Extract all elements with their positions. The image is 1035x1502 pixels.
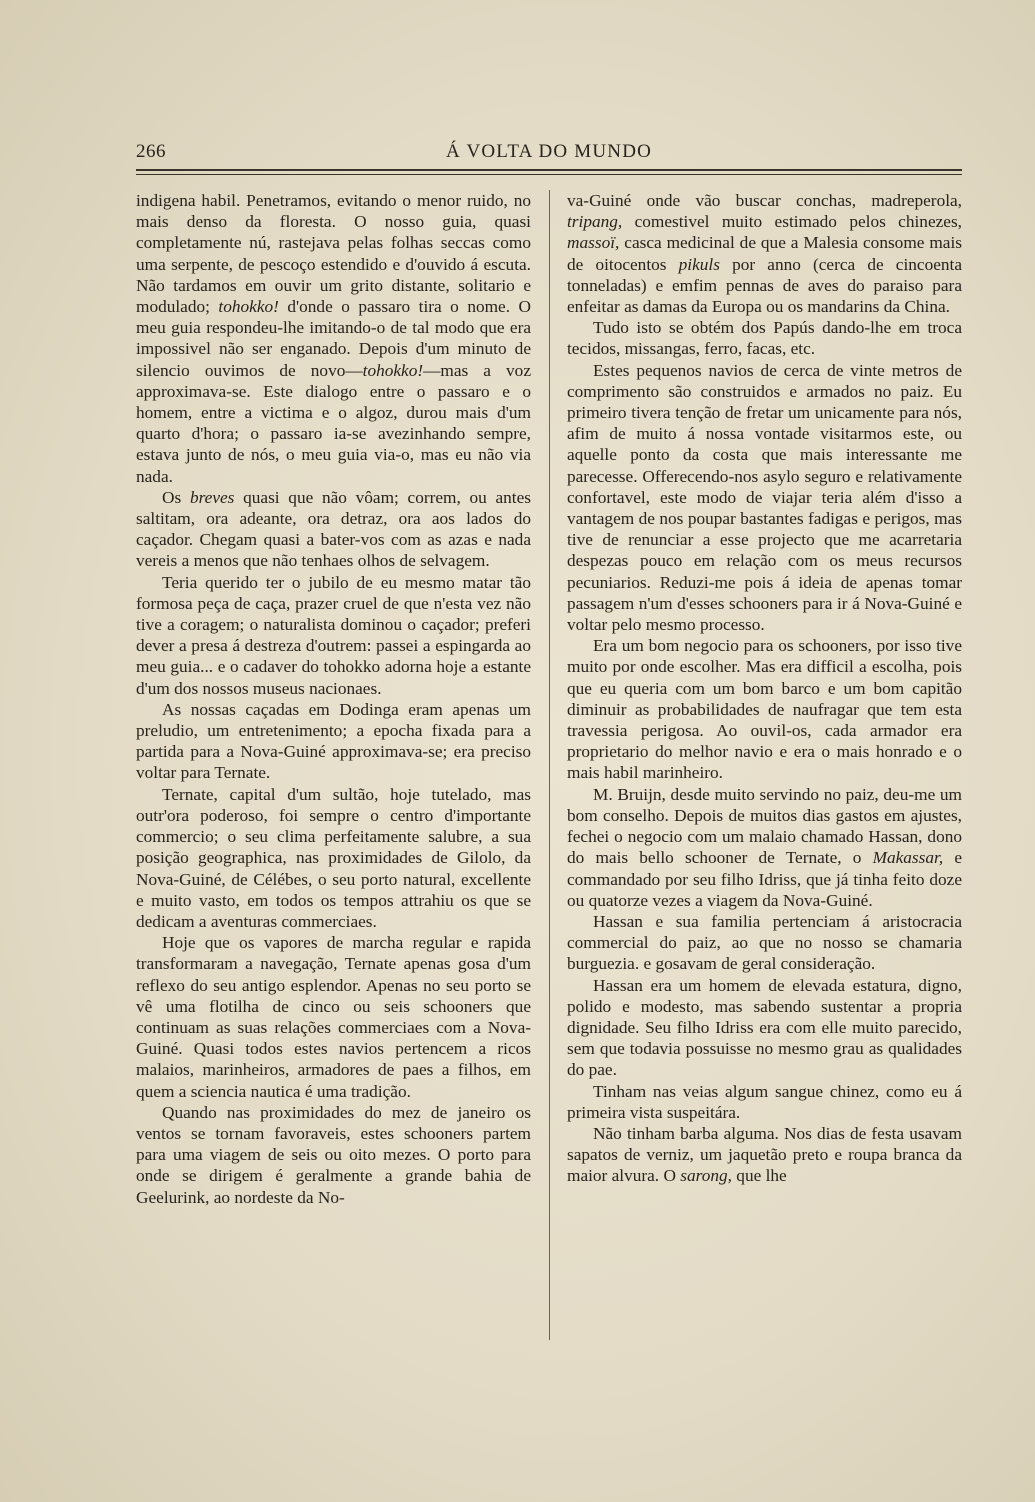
paragraph: Ternate, capital d'um sultão, hoje tutelado, mas outr'ora poderoso, foi sempre o centro d'importante commercio; o seu clima perfeitamente salubre, a sua posição geographica, nas proximidades de Gilolo, da Nova-Guiné, de Célébes, o seu porto natural, excellente e muito vasto, em todos os tempos attrahiu os que se dedicam a aventuras commerciaes.	[136, 784, 531, 931]
paragraph: As nossas caçadas em Dodinga eram apenas um preludio, um entretenimento; a epocha fixada para a partida para a Nova-Guiné approximava-se; era preciso voltar para Ternate.	[136, 699, 531, 783]
header-rule-thick	[136, 169, 962, 171]
paragraph: Hoje que os vapores de marcha regular e rapida transformaram a navegação, Ternate apenas gosa d'um reflexo do seu antigo esplendor. Apenas no seu porto se vê uma flotilha de cinco ou seis schooners que continuam as suas relações commerciaes com a Nova-Guiné. Quasi todos estes navios pertencem a ricos malaios, marinheiros, armadores de paes a filhos, em quem a sciencia nautica é uma tradição.	[136, 933, 531, 1101]
paragraph: va-Guiné onde vão buscar conchas, madreperola, tripang, comestivel muito estimado pelos chinezes, massoï, casca medicinal de que a Malesia consome mais de oitocentos pikuls por anno (cerca de cincoenta tonneladas) e emfim pennas de aves do paraiso para enfeitar as damas da Europa ou os mandarins da China.	[567, 191, 963, 317]
page-header	[136, 141, 962, 171]
paragraph: Quando nas proximidades do mez de janeiro os ventos se tornam favoraveis, estes schooners partem para uma viagem de seis ou oito mezes. O porto para onde se dirigem é geralmente a grande bahia de Geelurink, ao nordeste da No-	[136, 1102, 531, 1207]
paragraph: Os breves quasi que não vôam; correm, ou antes saltitam, ora adeante, ora detraz, ora aos lados do caçador. Chegam quasi a bater-vos com as azas e nada vereis a menos que não tenhaes olhos de selvagem.	[136, 487, 531, 571]
paragraph: Hassan era um homem de elevada estatura, digno, polido e modesto, mas sabendo sustentar a propria dignidade. Seu filho Idriss era com elle muito parecido, sem que todavia possuisse no mesmo grau as qualidades do pae.	[567, 975, 962, 1080]
paragraph: Teria querido ter o jubilo de eu mesmo matar tão formosa peça de caça, prazer cruel de que n'esta vez não tive a coragem; o naturalista dominou o caçador; preferi dever a presa á destreza d'outrem: passei a espingarda ao meu guia... e o cadaver do tohokko adorna hoje a estante d'um dos nossos museus nacionaes.	[136, 572, 531, 698]
paragraph: Tudo isto se obtém dos Papús dando-lhe em troca tecidos, missangas, ferro, facas, etc.	[567, 318, 962, 359]
paragraph: Não tinham barba alguma. Nos dias de festa usavam sapatos de verniz, um jaquetão preto e roupa branca da maior alvura. O sarong, que lhe	[567, 1123, 962, 1186]
running-title: Á VOLTA DO MUNDO	[445, 141, 653, 162]
page-number: 266	[136, 141, 166, 162]
paragraph: Estes pequenos navios de cerca de vinte metros de comprimento são construidos e armados no paiz. Eu primeiro tivera tenção de fretar um unicamente para nós, afim de muito á nossa vontade visitarmos este, ou aquelle ponto da costa que mais interessante me parecesse. Offerecendo-nos asylo seguro e relativamente confortavel, este modo de viajar teria além d'isso a vantagem de nos poupar bastantes fadigas e perigos, mas tive de renunciar a esse projecto que me acarretaria despezas pouco em relação com os meus recursos pecuniarios. Reduzi-me pois á ideia de apenas tomar passagem n'um d'esses schooners para ir á Nova-Guiné e voltar pelo mesmo processo.	[567, 360, 962, 635]
paragraph: M. Bruijn, desde muito servindo no paiz, deu-me um bom conselho. Depois de muitos dias gastos em ajustes, fechei o negocio com um malaio chamado Hassan, dono do mais bello schooner de Ternate, o Makassar, e commandado por seu filho Idriss, que já tinha feito doze ou quatorze vezes a viagem da Nova-Guiné.	[567, 784, 962, 910]
right-column	[567, 190, 962, 1187]
left-column	[136, 190, 531, 1208]
paragraph: Tinham nas veias algum sangue chinez, como eu á primeira vista suspeitára.	[567, 1081, 962, 1122]
paragraph: Hassan e sua familia pertenciam á aristocracia commercial do paiz, ao que no nosso se chamaria burguezia. e gosavam de geral consideração.	[567, 911, 962, 974]
paragraph: indigena habil. Penetramos, evitando o menor ruido, no mais denso da floresta. O nosso guia, quasi completamente nú, rastejava pelas folhas seccas como uma serpente, de pescoço estendido e d'ouvido á escuta. Não tardamos em ouvir um grito distante, solitario e modulado; tohokko! d'onde o passaro tira o nome. O meu guia respondeu-lhe imitando-o de tal modo que era impossivel não ser enganado. Depois d'um minuto de silencio ouvimos de novo—tohokko!—mas a voz approximava-se. Este dialogo entre o passaro e o homem, entre a victima e o algoz, durou mais d'um quarto d'hora; o passaro ia-se avezinhando sempre, estava junto de nós, o meu guia via-o, mas eu não via nada.	[136, 191, 531, 486]
column-divider	[549, 190, 550, 1340]
header-rule-thin	[136, 174, 962, 175]
paragraph: Era um bom negocio para os schooners, por isso tive muito por onde escolher. Mas era difficil a escolha, pois que eu queria com um bom barco e um bom capitão diminuir as probabilidades de naufragar que tem esta travessia perigosa. Ao ouvil-os, cada armador era proprietario do melhor navio e era o mais honrado e o mais habil marinheiro.	[567, 636, 962, 783]
